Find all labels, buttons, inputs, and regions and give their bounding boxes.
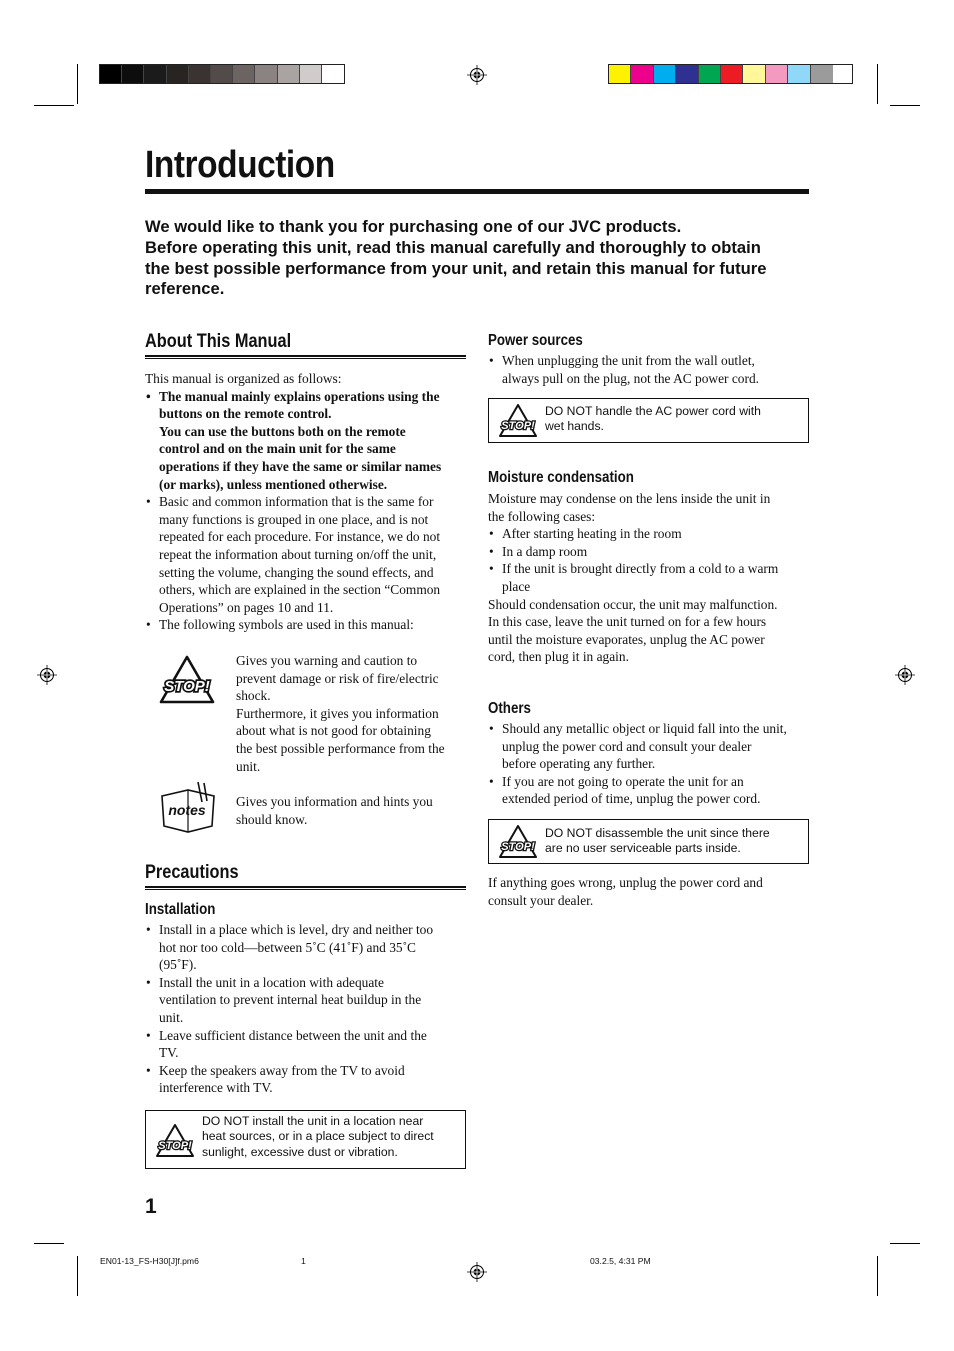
list-item: • Install the unit in a location with adequate ventilation to prevent internal heat buildup in the unit. xyxy=(146,974,422,1025)
section-rule xyxy=(145,886,466,890)
color-swatch xyxy=(721,65,743,83)
color-swatch xyxy=(654,65,676,83)
svg-text:STOP!: STOP! xyxy=(158,1140,192,1152)
intro-paragraph xyxy=(145,217,815,300)
color-swatch xyxy=(609,65,631,83)
others-list xyxy=(488,720,818,808)
others-warning-box: STOP! DO NOT disassemble the unit since there are no user serviceable parts inside. xyxy=(488,819,809,864)
intro-line: We would like to thank you for purchasing one of our JVC products. xyxy=(145,217,682,236)
cmyk-color-bar xyxy=(608,64,853,84)
list-item: • If the unit is brought directly from a cold to a warm place xyxy=(489,561,779,594)
stop-symbol-description: Gives you warning and caution to prevent damage or risk of fire/electric shock. Furthermore, it gives you information about what is not good for obtaining the best possible performance from the unit. xyxy=(236,653,445,774)
title-rule xyxy=(145,189,809,194)
registration-mark-bottom-icon xyxy=(467,1262,487,1282)
moisture-condensation-title: Moisture condensation xyxy=(488,469,634,486)
closing-paragraph: If anything goes wrong, unplug the power cord and consult your dealer. xyxy=(488,875,763,908)
color-swatch xyxy=(811,65,833,83)
page-title: Introduction xyxy=(145,144,335,186)
color-swatch xyxy=(189,65,211,83)
color-swatch xyxy=(211,65,233,83)
about-section-body xyxy=(145,370,470,634)
svg-text:STOP!: STOP! xyxy=(501,841,535,853)
color-swatch xyxy=(255,65,277,83)
about-section-title: About This Manual xyxy=(145,331,292,352)
moisture-condensation-body: Moisture may condense on the lens inside the unit in the following cases: • After starting heating in the room • In a damp room • If the unit is brought directly from a cold to a warm place Should condensation occur, the unit may malfunction. In this case, leave the unit turned on for a few hours until the moisture evaporates, unplug the AC power cord, then plug it in again. xyxy=(488,490,818,666)
others-title: Others xyxy=(488,700,531,717)
stop-warning-icon xyxy=(497,403,539,439)
registration-mark-left-icon xyxy=(37,665,57,685)
power-sources-title: Power sources xyxy=(488,332,583,349)
color-swatch xyxy=(233,65,255,83)
color-swatch xyxy=(322,65,344,83)
intro-line: reference. xyxy=(145,279,225,299)
section-rule xyxy=(145,355,466,359)
power-warning-box: STOP! DO NOT handle the AC power cord with wet hands. xyxy=(488,398,809,443)
color-swatch xyxy=(699,65,721,83)
list-item: • When unplugging the unit from the wall outlet, always pull on the plug, not the AC power cord. xyxy=(489,353,759,386)
color-swatch xyxy=(144,65,166,83)
list-item: • Should any metallic object or liquid fall into the unit, unplug the power cord and consult your dealer before operating any further. xyxy=(489,721,787,772)
footer-timestamp: 03.2.5, 4:31 PM xyxy=(590,1256,651,1266)
list-item: • In a damp room xyxy=(489,543,588,559)
color-swatch xyxy=(167,65,189,83)
svg-text:STOP!: STOP! xyxy=(164,678,210,695)
color-swatch xyxy=(743,65,765,83)
grayscale-color-bar xyxy=(99,64,345,84)
color-swatch xyxy=(278,65,300,83)
list-item: • The following symbols are used in this manual: xyxy=(146,617,414,633)
svg-text:notes: notes xyxy=(168,802,206,818)
about-lead: This manual is organized as follows: xyxy=(145,371,342,386)
registration-mark-right-icon xyxy=(895,665,915,685)
notes-icon xyxy=(158,780,220,834)
footer-filename: EN01-13_FS-H30[J]f.pm6 xyxy=(100,1256,199,1266)
stop-warning-icon xyxy=(158,655,216,705)
color-swatch xyxy=(766,65,788,83)
color-swatch xyxy=(788,65,810,83)
stop-warning-icon xyxy=(154,1123,196,1159)
list-item: • The manual mainly explains operations using the buttons on the remote control. You can use the buttons both on the remote control and on the main unit for the same operations if they have the same or similar names (or marks), unless mentioned otherwise. xyxy=(146,388,442,492)
footer-page: 1 xyxy=(301,1256,306,1266)
list-item: • Basic and common information that is the same for many functions is grouped in one place, and is not repeated for each procedure. For instance, we do not repeat the information about turning on/off the unit, setting the volume, changing the sound effects, and others, which are explained in the section “Common Operations” on pages 10 and 11. xyxy=(146,494,441,615)
install-warning-box: STOP! DO NOT install the unit in a location near heat sources, or in a place subject to direct sunlight, excessive dust or vibration. xyxy=(145,1110,466,1169)
power-sources-list xyxy=(488,352,818,387)
color-swatch xyxy=(676,65,698,83)
stop-warning-icon xyxy=(497,824,539,860)
installation-title: Installation xyxy=(145,901,216,918)
color-swatch xyxy=(300,65,322,83)
page-number: 1 xyxy=(145,1195,157,1218)
list-item: • Install in a place which is level, dry and neither too hot nor too cold—between 5˚C (41˚F) and 35˚C (95˚F). xyxy=(146,922,434,973)
list-item: • If you are not going to operate the unit for an extended period of time, unplug the power cord. xyxy=(489,773,761,807)
color-swatch xyxy=(100,65,122,83)
list-item: • Leave sufficient distance between the unit and the TV. xyxy=(146,1027,427,1061)
list-item: • Keep the speakers away from the TV to avoid interference with TV. xyxy=(146,1062,405,1096)
svg-text:STOP!: STOP! xyxy=(501,420,535,432)
intro-line: Before operating this unit, read this manual carefully and thoroughly to obtain xyxy=(145,237,761,257)
notes-symbol-description: Gives you information and hints you should know. xyxy=(236,794,433,827)
intro-line: the best possible performance from your unit, and retain this manual for future xyxy=(145,258,767,278)
registration-mark-top-icon xyxy=(467,65,487,85)
precautions-section-title: Precautions xyxy=(145,862,239,883)
color-swatch xyxy=(631,65,653,83)
list-item: • After starting heating in the room xyxy=(489,526,682,542)
color-swatch xyxy=(122,65,144,83)
installation-list xyxy=(145,921,470,1097)
